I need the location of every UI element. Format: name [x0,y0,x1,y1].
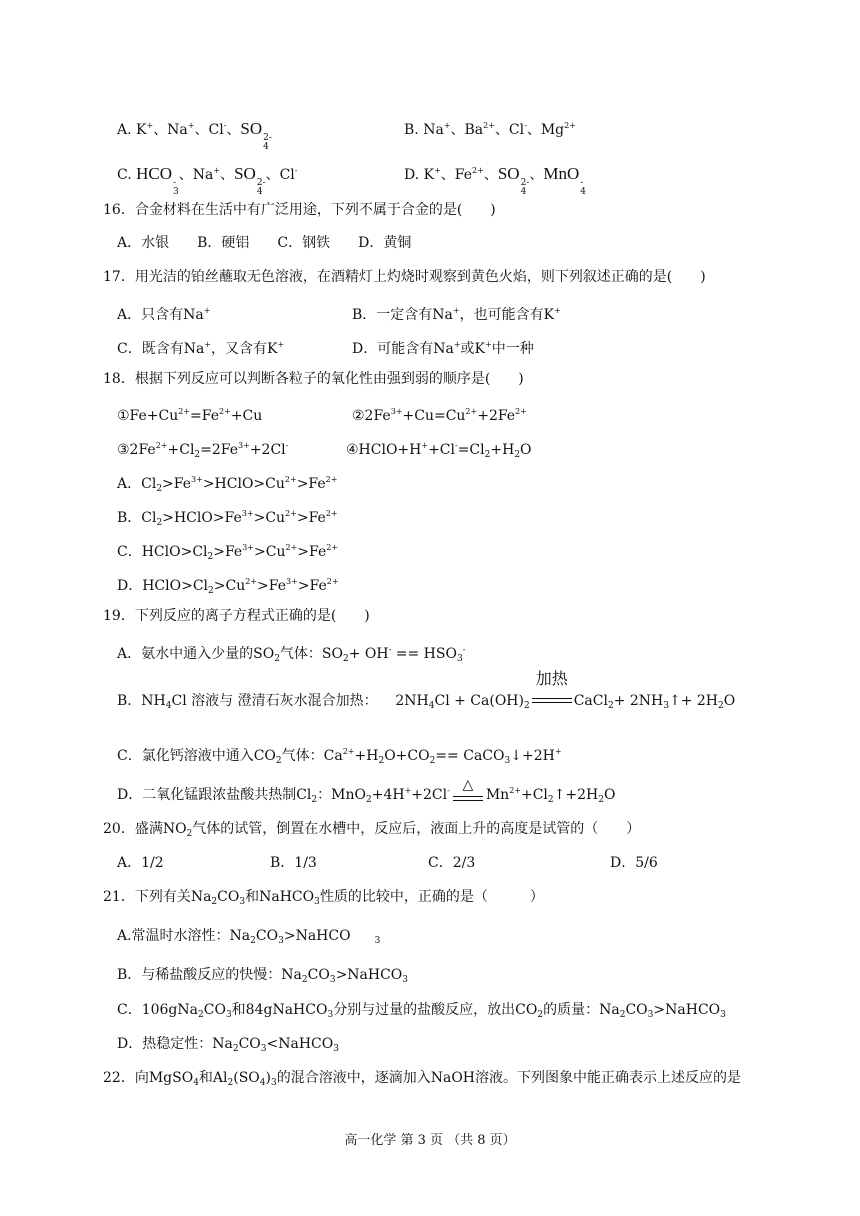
q20-option-d: D．5/6 [610,855,658,871]
q17-option-a: A．只含有Na+ [117,306,211,323]
q21-option-c: C．$106gNa_2CO_3$和84gNaHCO$_3$分别与过量的盐酸反应，放出$CO_2$的质量：$Na_2CO_3>NaHCO_3$ [117,1002,726,1020]
q21-option-a: A.常温时水溶性：$Na_2CO_3>NaHCO$ $_3$ [117,928,381,946]
q21-stem: 21．下列有关$Na_2CO_3$和NaHCO$_3$性质的比较中，正确的是（ ） [103,889,544,907]
q18-option-a: A．$Cl_2>Fe^{3+}>HClO>Cu^{2+}>Fe^{2+}$ [117,475,338,494]
q19-option-d: D．二氧化锰跟浓盐酸共热制$Cl_2$：MnO$_2$+4H++2Cl- △ $Mn^{2+}+Cl_2↑+2H_2O$ [117,777,616,805]
q21-option-d: D．热稳定性：$Na_2CO_3<NaHCO_3$ [117,1036,339,1054]
q17-option-b: B．一定含有Na+，也可能含有K+ [352,306,561,323]
heating-condition-arrow: 加热 [532,691,572,711]
q20-option-c: C．2/3 [428,855,476,871]
q19-option-b: B．$NH_4Cl$ 溶液与 澄清石灰水混合加热： $2NH_4Cl + Ca(OH)_2$ 加热 CaCl$_2$+ $2NH_3↑+ 2H_2O$ [117,669,736,711]
q19-option-a: A．氨水中通入少量的$SO_2$气体：$SO_2+ OH^- == HSO_3^-$ [117,645,466,664]
q16-options: A．水银 B．硬铝 C．钢铁 D．黄铜 [117,235,412,251]
q18-option-c: C．$HClO>Cl_2>Fe^{3+}>Cu^{2+}>Fe^{2+}$ [117,543,339,562]
q18-reaction-2: $②2Fe^{3+}+Cu=Cu^{2+}+2Fe^{2+}$ [352,407,527,424]
q16-stem: 16．合金材料在生活中有广泛用途，下列不属于合金的是( ) [103,202,496,218]
q18-stem: 18．根据下列反应可以判断各粒子的氧化性由强到弱的顺序是( ) [103,371,524,387]
heating-triangle-icon: △ [453,785,483,805]
q18-reaction-1: $①Fe+Cu^{2+}=Fe^{2+}+Cu$ [117,407,263,424]
q15-option-b: B. Na+、$Ba^{2+}$、Cl-、$Mg^{2+}$ [404,121,576,138]
q17-stem: 17．用光洁的铂丝蘸取无色溶液，在酒精灯上灼烧时观察到黄色火焰，则下列叙述正确的是( ) [103,269,706,285]
q18-reaction-3: $③2Fe^{2+}+Cl_2=2Fe^{3+}+2Cl^-$ [117,441,289,460]
page-footer: 高一化学 第 3 页 （共 8 页） [344,1133,516,1148]
q17-option-c: C．既含有Na+，又含有K+ [117,340,285,357]
q19-option-c: C．氯化钙溶液中通入$CO_2$气体：$Ca^{2+}+H_2O+CO_2==$ CaCO$_3$↓+2H+ [117,747,562,766]
q20-option-b: B．1/3 [270,855,317,871]
q17-option-d: D．可能含有Na+或K+中一种 [352,340,534,357]
q20-option-a: A．1/2 [117,855,164,871]
q15-option-c: C. HCO - 3 、Na+、SO 2- 4 、Cl- [117,164,298,197]
q22-stem: 22．向MgSO$_4$和$Al_2(SO_4)_3$的混合溶液中，逐滴加入NaOH溶液。下列图象中能正确表示上述反应的是 [103,1070,742,1088]
q18-option-b: B．$Cl_2>HClO>Fe^{3+}>Cu^{2+}>Fe^{2+}$ [117,509,338,528]
q19-stem: 19．下列反应的离子方程式正确的是( ) [103,608,370,624]
q18-reaction-4: $④HClO+H^++Cl^-=Cl_2+H_2O$ [346,441,532,460]
q15-option-a: A. K+、Na+、Cl-、SO 2- 4 [117,119,272,152]
q21-option-b: B．与稀盐酸反应的快慢：$Na_2CO_3>NaHCO_3$ [117,967,409,985]
q20-stem: 20．盛满$NO_2$气体的试管，倒置在水槽中，反应后，液面上升的高度是试管的（ ） [103,821,641,839]
q18-option-d: D．$HClO>Cl_2>Cu^{2+}>Fe^{3+}>Fe^{2+}$ [117,577,339,596]
q15-option-d: D. K+、$Fe^{2+}$、SO 2- 4 、MnO - 4 [404,164,586,197]
